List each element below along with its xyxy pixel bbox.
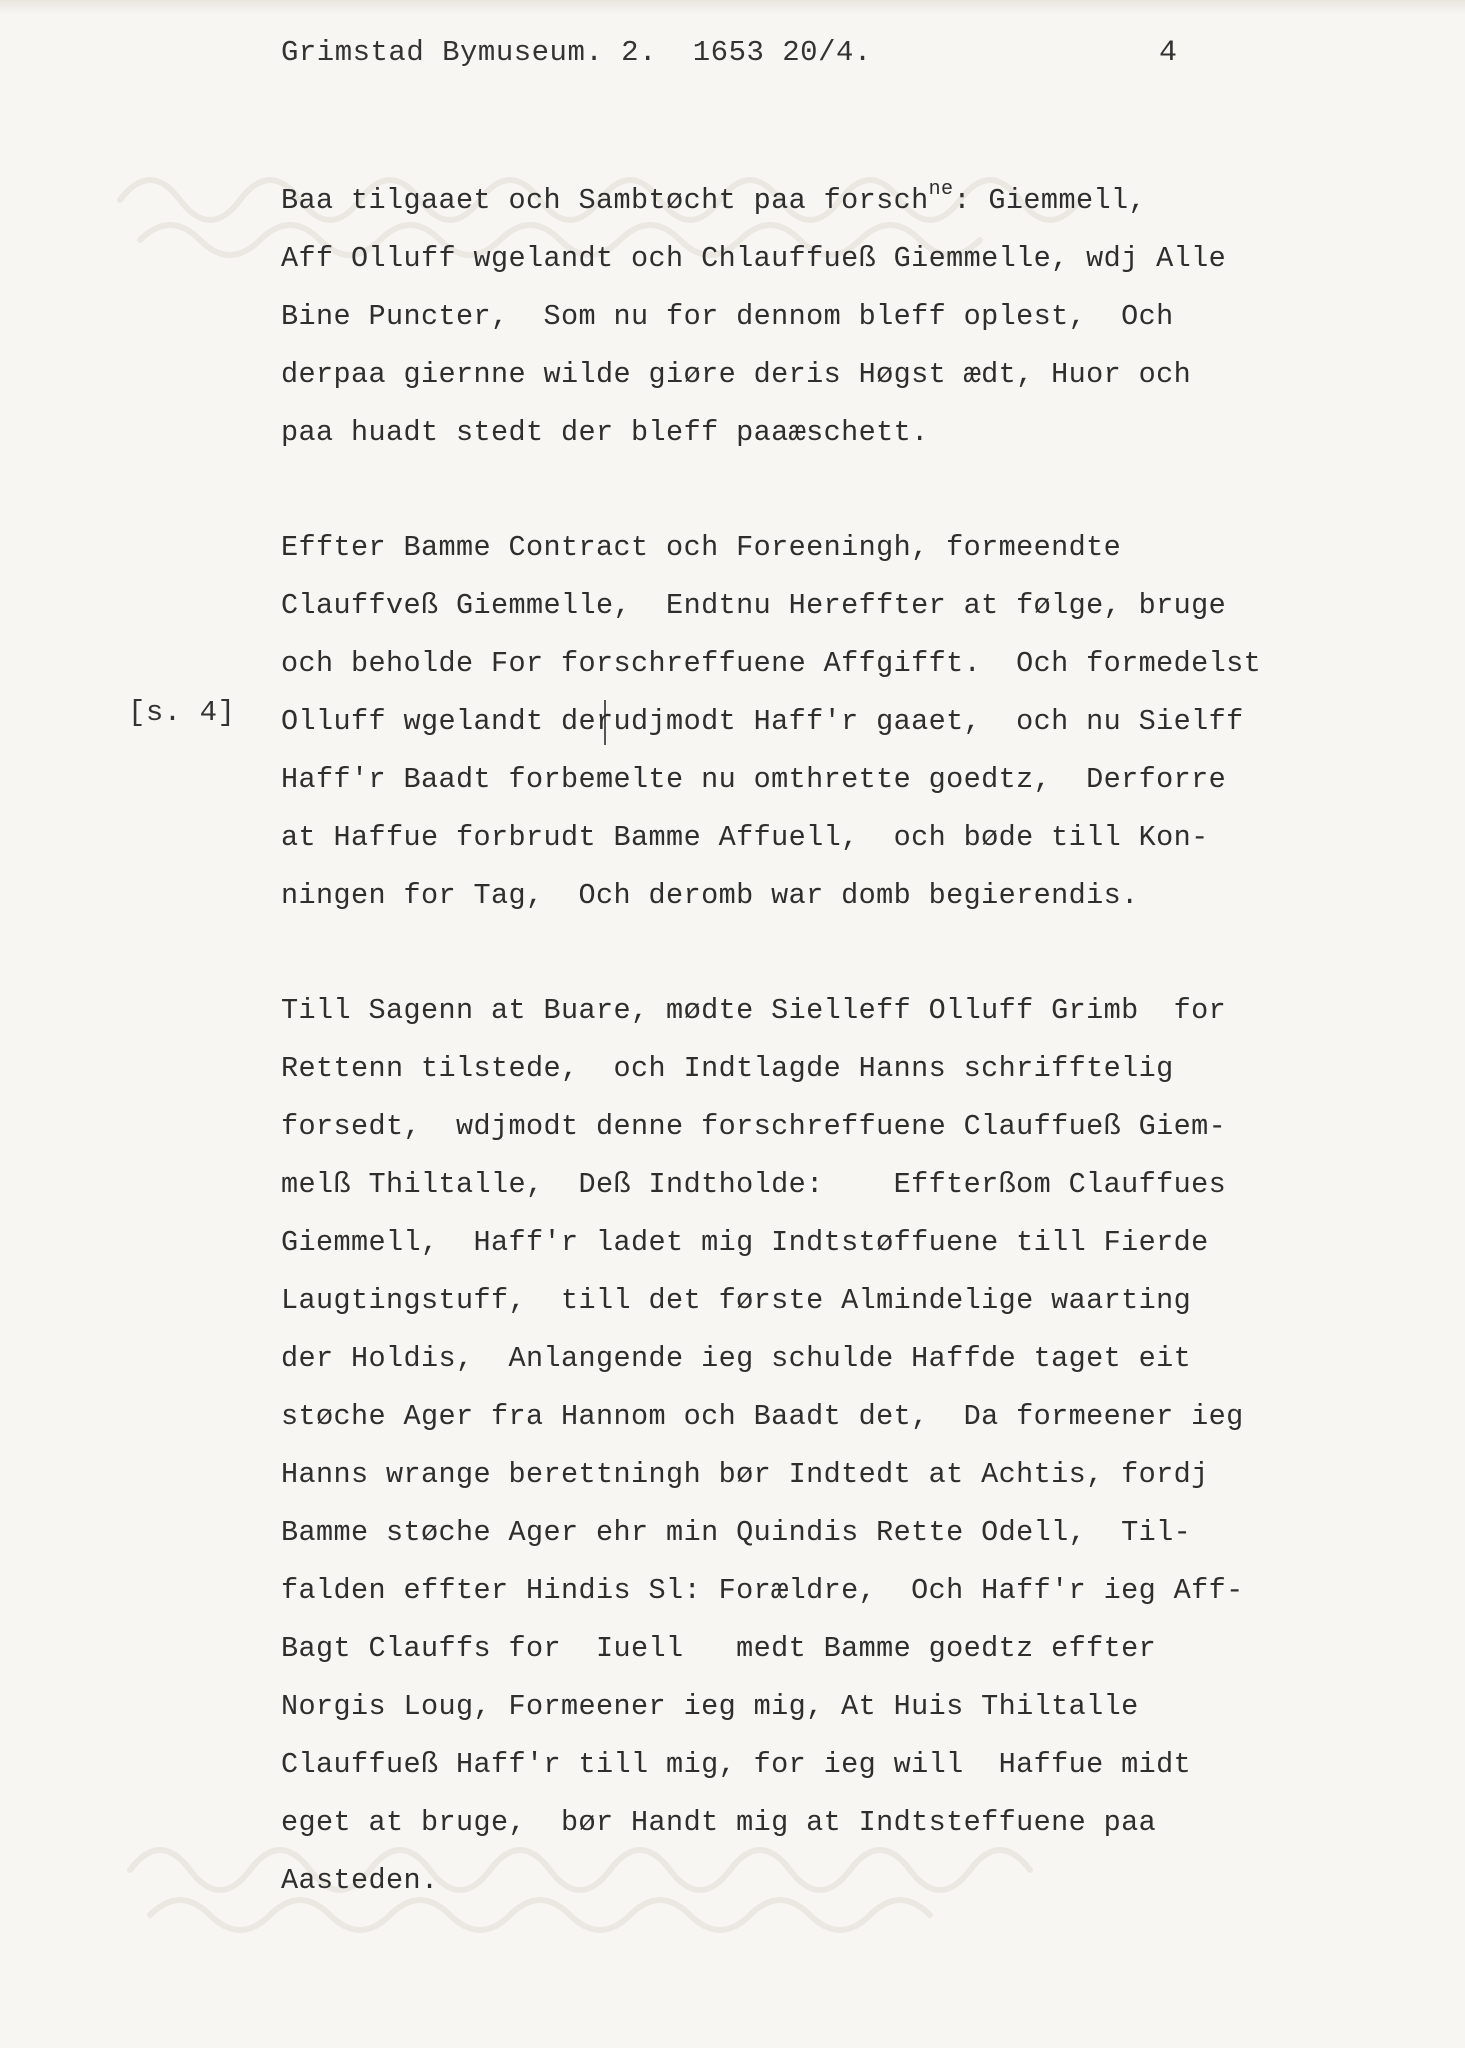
page-header: Grimstad Bymuseum. 2. 1653 20/4.: [281, 36, 872, 69]
text-line: derpaa giernne wilde giøre deris Høgst ædt, Huor och: [281, 358, 1192, 391]
text-line: eget at bruge, bør Handt mig at Indtsteffuene paa: [281, 1806, 1157, 1839]
text-line: støche Ager fra Hannom och Baadt det, Da formeener ieg: [281, 1400, 1244, 1433]
text-line: Clauffueß Haff'r till mig, for ieg will Haffue midt: [281, 1748, 1192, 1781]
margin-page-reference: [s. 4]: [128, 696, 236, 729]
text-line: falden effter Hindis Sl: Forældre, Och Haff'r ieg Aff-: [281, 1574, 1244, 1607]
text-line: Hanns wrange berettningh bør Indtedt at Achtis, fordj: [281, 1458, 1209, 1491]
paragraph-3: [281, 982, 1291, 1910]
text-line: Bagt Clauffs for Iuell medt Bamme goedtz effter: [281, 1632, 1157, 1665]
text-line: ningen for Tag, Och deromb war domb begierendis.: [281, 879, 1139, 912]
text-line: Laugtingstuff, till det første Almindelige waarting: [281, 1284, 1192, 1317]
text-line: Rettenn tilstede, och Indtlagde Hanns schrifftelig: [281, 1052, 1174, 1085]
text-line: Norgis Loug, Formeener ieg mig, At Huis Thiltalle: [281, 1690, 1139, 1723]
text-line: Haff'r Baadt forbemelte nu omthrette goedtz, Derforre: [281, 763, 1227, 796]
text-line: Baa tilgaaet och Sambtøcht paa forsch$^{ne}$: Giemmell,: [281, 178, 1146, 217]
text-line: der Holdis, Anlangende ieg schulde Haffde taget eit: [281, 1342, 1192, 1375]
text-line: forsedt, wdjmodt denne forschreffuene Clauffueß Giem-: [281, 1110, 1227, 1143]
text-line: Aasteden.: [281, 1864, 439, 1897]
text-line: paa huadt stedt der bleff paaæschett.: [281, 416, 929, 449]
text-line: och beholde For forschreffuene Affgifft. Och formedelst: [281, 647, 1262, 680]
text-line: Clauffveß Giemmelle, Endtnu Hereffter at følge, bruge: [281, 589, 1227, 622]
text-line: Till Sagenn at Buare, mødte Sielleff Olluff Grimb for: [281, 994, 1227, 1027]
text-line: Effter Bamme Contract och Foreeningh, formeendte: [281, 531, 1122, 564]
text-line: Giemmell, Haff'r ladet mig Indtstøffuene till Fierde: [281, 1226, 1209, 1259]
text-line: at Haffue forbrudt Bamme Affuell, och bøde till Kon-: [281, 821, 1209, 854]
paragraph-1: [281, 172, 1291, 462]
text-line: Bine Puncter, Som nu for dennom bleff oplest, Och: [281, 300, 1174, 333]
superscript: ne: [928, 178, 954, 201]
page-top-edge: [0, 0, 1465, 14]
text-line: Bamme støche Ager ehr min Quindis Rette Odell, Til-: [281, 1516, 1192, 1549]
paragraph-2: [281, 519, 1291, 925]
text-line: melß Thiltalle, Deß Indtholde: Effterßom Clauffues: [281, 1168, 1227, 1201]
page-number: 4: [1159, 36, 1178, 70]
text-line: Olluff wgelandt derudjmodt Haff'r gaaet, och nu Sielff: [281, 705, 1244, 738]
text-line: Aff Olluff wgelandt och Chlauffueß Giemmelle, wdj Alle: [281, 242, 1227, 275]
